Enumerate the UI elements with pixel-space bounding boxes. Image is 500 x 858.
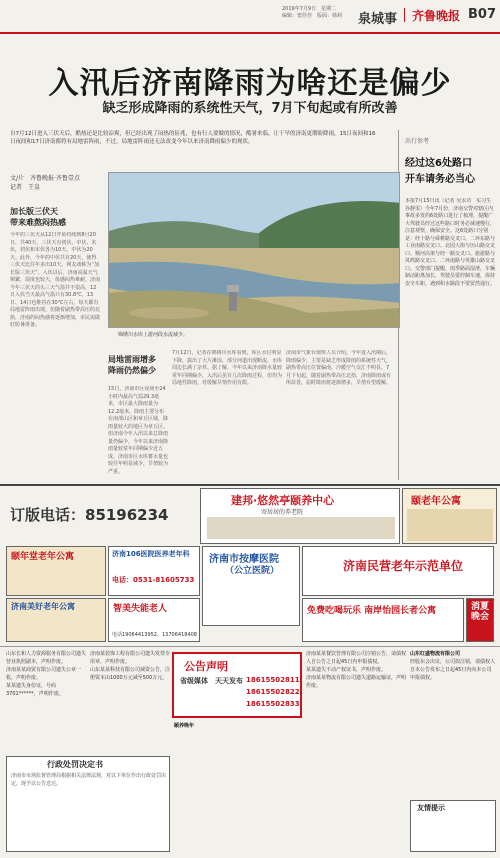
ad-box (302, 546, 494, 596)
classified-item: 济南某某物流有限公司遗失道路运输证，声明作废。 (306, 675, 406, 689)
column-text: 济南市气象台值班人员介绍，今年进入汛期后，降雨偏少，主要是缺乏形成降雨的系统性天气，副热带高压位置偏南，冷暖空气交汇不明显。7月下旬起，随着副热带高压北抬，济南降雨或有所改善，届时降雨将逐渐增多，旱情有望缓解。 (286, 350, 392, 386)
column-text: 7月12日，记者在锦绣川水库看到，库区水位明显下降，露出了大片滩涂，部分河道出现断流，水库周边长满了杂草。据了解，今年以来济南降水量较常年同期偏少，入汛后虽有几次降雨过程，但均为局地性降雨，对缓解旱情作用有限。 (172, 350, 282, 386)
ad-title: 免费吃喝玩乐 南岸怡园长者公寓 (307, 606, 437, 616)
sidebar-label: 出行参考 (405, 138, 430, 145)
lead-paragraph: 自7月12日进入三伏天后，酷热还是比较凉爽，但已经出现了闷热的征兆，也有行人要做的情况，酷暑来临，让干旱的济南更期盼降雨，15日夜间和16日夜间和17日济南都将有局地雷阵雨，不过，局地雷阵雨还无法改变今年以来济南降雨偏少的现状。 (10, 131, 376, 145)
byline: 文/片 齐鲁晚报·齐鲁壹点 记者 王皇 (10, 175, 80, 191)
ad-title: 消夏晚会 (471, 602, 490, 622)
ad-title: 颐年堂老年公寓 (11, 552, 75, 562)
section-name: 泉城事 (358, 12, 398, 27)
ad-title: 公告声明 (184, 660, 228, 673)
section-divider (0, 646, 500, 647)
ad-detail-box (207, 517, 395, 539)
classified-column (174, 722, 302, 852)
sidebar-title: 经过这6处路口 开车请务必当心 (405, 158, 475, 185)
ad-title: 建邦·悠然亭颐养中心 (231, 494, 335, 507)
main-headline: 入汛后济南降雨为啥还是偏少 (48, 66, 452, 101)
ad-box (302, 598, 464, 642)
ad-phone: 18615502811 (246, 676, 300, 684)
ad-title: 颐老年公寓 (411, 496, 461, 507)
column-text: 今年的三伏天从12日开始持续到8月20日，共40天，三伏天有初伏、中伏、末伏，初伏和末伏各为10天，中伏为20天。此外，今年的中伏共有20天，使得三伏天比往年多出10天。网友戏称为“加长版三伏天”。入伏以后，济南高温天气频繁，湿度也较大，体感闷热难耐。济南今年三伏天的头三天气温并不很高，12日入伏当天最高气温只有30.8℃，13日、14日也维持在30℃左右，每天都有局地雷阵雨出现。但随着副热带高压的北抬，济南的闷热感将逐渐增加，市民需做好防暑准备。 (10, 232, 100, 328)
landscape-image (109, 173, 400, 328)
ad-box (6, 598, 106, 642)
header-divider (404, 8, 405, 22)
ad-title: 行政处罚决定书 (47, 760, 103, 769)
classified-column (410, 650, 496, 790)
ad-box (202, 546, 300, 626)
ad-title: 济南市按摩医院 (209, 554, 279, 565)
classified-column (90, 650, 170, 750)
date-line: 2019年7月9日 星期二 (282, 6, 337, 12)
section-divider (0, 484, 500, 486)
classified-title: 山东红盛物流有限公司 (410, 651, 461, 657)
sidebar-body: 本报7月15日讯（记者 吴永功 实习生 谷静雯）今年7月份，济南交警对辖区内事故多发的6处路口进行了梳理，提醒广大驾驶员经过这些路口时务必减速慢行，注意观察，确保安全。这6处路口分别是：经十路与舜耕路交叉口、二环东路与工业南路交叉口、北园大街与历山路交叉口、顺河高架与经一路交叉口、旅游路与凤鸣路交叉口、二环南路与英雄山路交叉口。交警部门提醒，雨季路面湿滑，车辆制动距离加长，驾驶员要控制车速，保持安全车距，遇到积水路段不要贸然通行。 (405, 198, 495, 287)
classified-item: 济南某装饰工程有限公司遗失发票专用章，声明作废。 (90, 651, 170, 665)
classified-item: 山东某某科技有限公司减资公告，注册资本由1000万元减至500万元。 (90, 667, 170, 681)
ad-detail-box (407, 509, 493, 541)
notice-box (6, 756, 170, 852)
ad-subtitle: 省级媒体 天天发布 (180, 677, 243, 685)
column-text: 15日，济南市区夜间至24小时内最高气温29.3毫米，市区最大降雨量为12.2毫米，降雨主要分布在南部山区和章丘区域，降雨量较大的地区为章丘区。但济南今年入汛以来总降雨量仍偏少，今年以来济南降雨量较常年同期偏少近五成，济南市区水库蓄水量也较往年明显减少，旱情较为严重。 (108, 386, 168, 475)
ad-subtitle: 寄居居的养老院 (261, 509, 304, 516)
ad-phone: 电话：0531-81605733 (112, 576, 195, 584)
ad-title: 济南106医院医养老年科 (112, 550, 190, 558)
classified-column (6, 650, 88, 750)
classified-item: 经股东会决议，公司拟注销，请债权人自本公告发布之日起45日内向本公司申报债权。 (410, 659, 496, 681)
editor-line: 编辑：窦佳佳 版面：韩莉 (282, 13, 343, 19)
page-header (0, 0, 500, 34)
notice-box (410, 800, 496, 852)
ad-box (466, 598, 494, 642)
page-number: B07 (468, 7, 496, 22)
river-photo (108, 172, 400, 328)
ad-box (402, 488, 497, 544)
ad-title: 济南美好老年公寓 (11, 602, 75, 611)
newspaper-logo: 齐鲁晚报 (412, 9, 461, 23)
photo-caption: 锦绣川水库上游河段水流减少。 (118, 332, 189, 338)
subheadline: 缺乏形成降雨的系统性天气，7月下旬起或有所改善 (102, 101, 398, 116)
ad-phone: 18615502822 (246, 688, 300, 696)
notice-ad (172, 652, 302, 718)
classified-column (306, 650, 406, 850)
classified-item: 某某遗失不动产权证书，声明作废。 (306, 667, 387, 673)
classified-title: 颐养晚年 (174, 723, 195, 729)
ad-subtitle: （公立医院） (225, 566, 280, 576)
ad-title: 友情提示 (417, 804, 445, 812)
ad-box (6, 546, 106, 596)
header-date (282, 6, 342, 20)
classified-item: 济南某某商贸有限公司遗失公章一枚，声明作废。 (6, 667, 82, 681)
classified-item: 某某遗失身份证，号码3701******，声明作废。 (6, 683, 64, 697)
ad-phone: 18615502833 (246, 700, 300, 708)
ad-title: 智美失能老人 (113, 604, 168, 614)
ad-box (108, 598, 200, 642)
classified-item: 山东长和人力资源服务有限公司遗失营业执照副本，声明作废。 (6, 651, 87, 665)
ad-box (108, 546, 200, 596)
ad-title: 济南民营老年示范单位 (343, 559, 464, 573)
section-subtitle: 加长版三伏天 带来难熬闷热感 (10, 207, 66, 227)
ad-phone-banner: 订版电话：85196234 (10, 506, 169, 524)
section-subtitle: 局地雷雨增多 降雨仍然偏少 (108, 355, 156, 375)
ad-banner (200, 488, 400, 544)
ad-phone: 电话19064413952、13706418408 (112, 632, 197, 638)
classified-item: 济南某某餐饮管理有限公司注销公告，请债权人自公告之日起45日内申报债权。 (306, 651, 406, 665)
notice-text: 济南市市场监督管理局根据相关法律法规，对以下单位作出行政处罚决定，现予以公告送达。 (11, 773, 167, 787)
